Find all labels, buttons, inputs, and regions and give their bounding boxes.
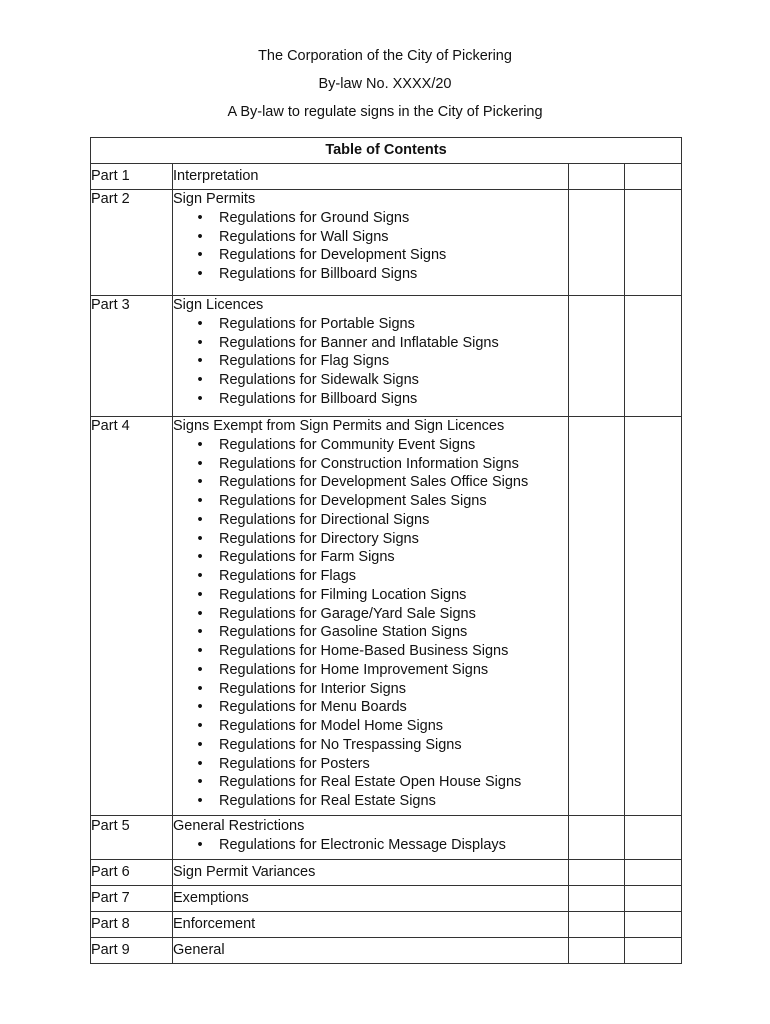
part-number: Part 4 [91,417,173,816]
part-contents [173,886,569,912]
document-title: The Corporation of the City of Pickering [258,48,512,64]
blank-cell [625,912,682,938]
list-item [173,605,568,624]
bullet-icon: • [197,390,203,407]
blank-cell [569,417,625,816]
regulation-item: Regulations for Filming Location Signs [219,586,467,603]
blank-cell [569,912,625,938]
bullet-icon: • [197,530,203,547]
bullet-icon: • [197,549,203,566]
part-number: Part 5 [91,816,173,860]
blank-cell [569,816,625,860]
list-item [173,773,568,792]
list-item [173,455,568,474]
part-contents [173,938,569,964]
regulation-item: Regulations for Home Improvement Signs [219,661,489,678]
blank-cell [625,938,682,964]
regulation-item: Regulations for Real Estate Signs [219,793,436,809]
bullet-icon: • [197,586,203,603]
regulation-item: Regulations for Directional Signs [219,511,430,528]
list-item [173,246,568,265]
bullet-icon: • [197,474,203,491]
list-item [173,511,568,530]
part-title: Exemptions [173,890,249,907]
toc-heading: Table of Contents [91,138,682,164]
bullet-icon: • [197,836,203,853]
part-contents [173,164,569,190]
regulation-item: Regulations for Real Estate Open House Signs [219,774,522,791]
blank-cell [569,296,625,417]
part-contents [173,296,569,417]
part-title: Interpretation [173,168,259,185]
list-item [173,836,568,855]
part-number: Part 8 [91,912,173,938]
bullet-icon: • [197,568,203,584]
list-item [173,209,568,228]
regulation-item: Regulations for Directory Signs [219,530,419,547]
part-title: Sign Permits [173,191,256,207]
toc-row [91,296,682,417]
toc-row [91,886,682,912]
blank-cell [625,886,682,912]
part-number: Part 9 [91,938,173,964]
part-title: Signs Exempt from Sign Permits and Sign Licences [173,418,505,434]
part-contents [173,912,569,938]
bullet-icon: • [197,455,203,472]
list-item [173,390,568,409]
bullet-icon: • [197,793,203,809]
regulation-item: Regulations for Menu Boards [219,699,407,716]
blank-cell [569,190,625,296]
blank-cell [569,860,625,886]
part-number: Part 2 [91,190,173,296]
regulation-item: Regulations for Ground Signs [219,209,410,226]
part-title: General [173,942,225,959]
toc-row [91,860,682,886]
bullet-icon: • [197,661,203,678]
regulation-item: Regulations for Interior Signs [219,680,406,697]
part-number: Part 7 [91,886,173,912]
bullet-icon: • [197,247,203,264]
list-item [173,371,568,390]
part-contents [173,860,569,886]
regulation-item: Regulations for Wall Signs [219,228,389,245]
blank-cell [625,816,682,860]
list-item [173,436,568,455]
bullet-icon: • [197,228,203,245]
list-item [173,680,568,699]
list-item [173,736,568,755]
list-item [173,792,568,811]
list-item [173,228,568,247]
bullet-icon: • [197,755,203,772]
bullet-icon: • [197,624,203,641]
bullet-icon: • [197,605,203,622]
regulation-item: Regulations for Development Sales Signs [219,493,487,509]
regulation-item: Regulations for Flags [219,568,357,584]
blank-cell [569,164,625,190]
bylaw-number: By-law No. XXXX/20 [318,76,452,92]
part-title: Sign Licences [173,297,264,313]
part-number: Part 1 [91,164,173,190]
toc-row [91,938,682,964]
bullet-icon: • [197,643,203,659]
list-item [173,661,568,680]
list-item [173,473,568,492]
bullet-icon: • [197,774,203,791]
table-of-contents [90,137,682,964]
toc-row [91,164,682,190]
regulation-item: Regulations for Electronic Message Displays [219,836,506,853]
bullet-icon: • [197,266,203,282]
part-number: Part 3 [91,296,173,417]
list-item [173,586,568,605]
list-item [173,623,568,642]
bullet-icon: • [197,334,203,351]
toc-row [91,190,682,296]
bullet-icon: • [197,353,203,370]
list-item [173,642,568,661]
toc-row [91,912,682,938]
regulation-item: Regulations for Banner and Inflatable Signs [219,334,499,351]
list-item [173,315,568,334]
regulation-item: Regulations for Sidewalk Signs [219,372,419,388]
toc-row [91,816,682,860]
regulation-item: Regulations for Gasoline Station Signs [219,624,468,641]
list-item [173,717,568,736]
list-item [173,334,568,353]
bullet-icon: • [197,436,203,453]
regulation-item: Regulations for Construction Information Signs [219,455,519,472]
bullet-icon: • [197,209,203,226]
bullet-icon: • [197,680,203,697]
list-item [173,567,568,586]
list-item [173,492,568,511]
regulation-item: Regulations for Development Signs [219,247,447,264]
regulation-item: Regulations for Farm Signs [219,549,395,566]
regulation-item: Regulations for Home-Based Business Signs [219,643,509,659]
list-item [173,698,568,717]
bullet-icon: • [197,511,203,528]
blank-cell [625,190,682,296]
regulation-item: Regulations for Billboard Signs [219,390,418,407]
blank-cell [569,938,625,964]
part-number: Part 6 [91,860,173,886]
regulation-item: Regulations for Portable Signs [219,315,415,332]
bullet-icon: • [197,718,203,734]
bylaw-subtitle: A By-law to regulate signs in the City of Pickering [227,104,543,120]
list-item [173,755,568,774]
toc-row [91,417,682,816]
bullet-icon: • [197,493,203,509]
regulation-item: Regulations for Posters [219,755,370,772]
part-title: General Restrictions [173,818,305,834]
regulation-list [173,209,568,284]
part-contents [173,417,569,816]
regulation-item: Regulations for Model Home Signs [219,718,444,734]
part-contents [173,190,569,296]
regulation-item: Regulations for Community Event Signs [219,436,476,453]
blank-cell [625,296,682,417]
toc-body [91,164,682,964]
blank-cell [625,164,682,190]
regulation-item: Regulations for Billboard Signs [219,266,418,282]
list-item [173,548,568,567]
bullet-icon: • [197,372,203,388]
regulation-list [173,315,568,409]
blank-cell [625,860,682,886]
bullet-icon: • [197,315,203,332]
blank-cell [625,417,682,816]
regulation-item: Regulations for Garage/Yard Sale Signs [219,605,476,622]
list-item [173,352,568,371]
blank-cell [569,886,625,912]
bullet-icon: • [197,699,203,716]
regulation-item: Regulations for No Trespassing Signs [219,736,462,753]
part-title: Enforcement [173,916,256,933]
bullet-icon: • [197,736,203,753]
regulation-list [173,836,568,855]
regulation-item: Regulations for Development Sales Office Signs [219,474,529,491]
part-title: Sign Permit Variances [173,864,316,881]
regulation-list [173,436,568,811]
list-item [173,265,568,284]
list-item [173,530,568,549]
regulation-item: Regulations for Flag Signs [219,353,390,370]
part-contents [173,816,569,860]
